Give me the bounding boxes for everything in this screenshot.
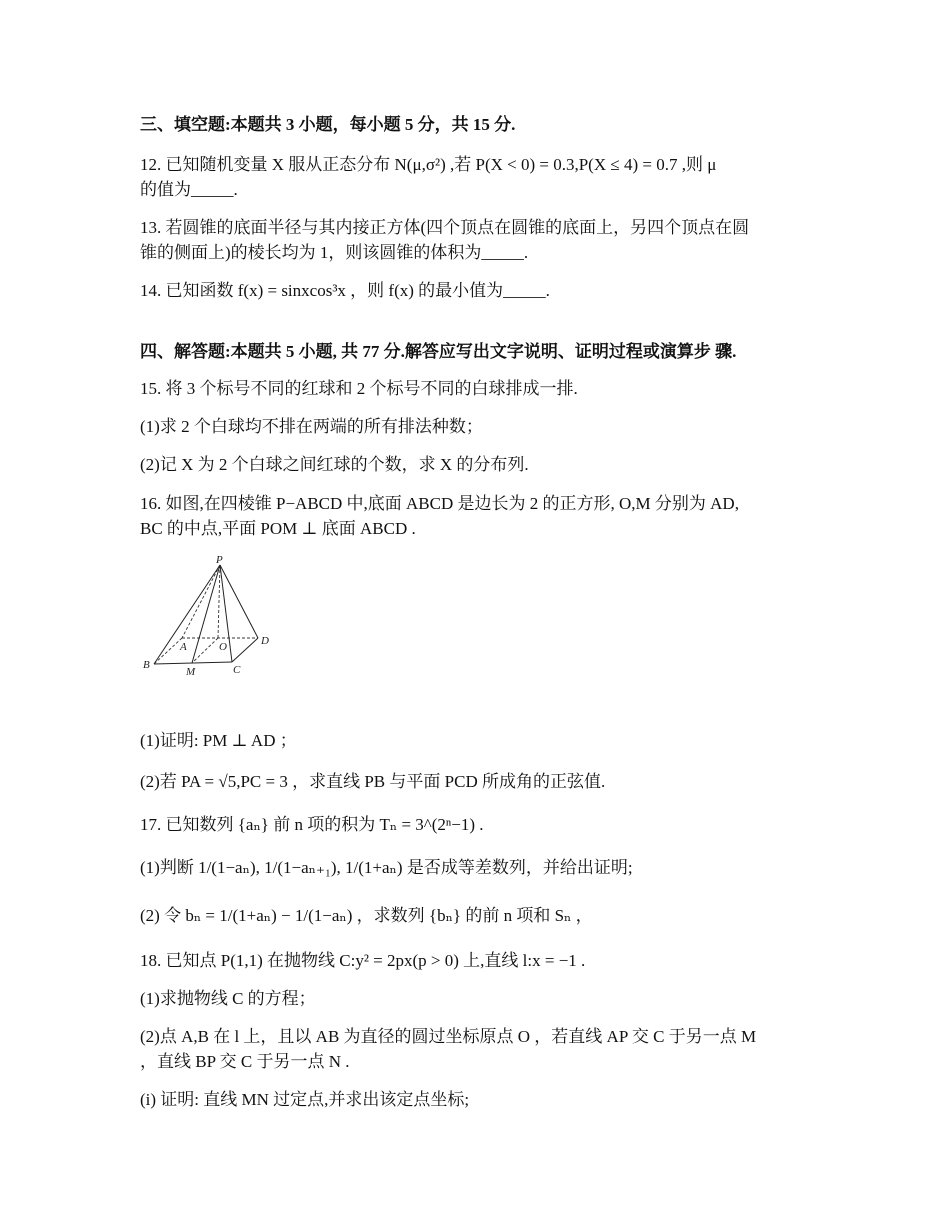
label-A: A: [180, 641, 187, 653]
q13-line1: 13. 若圆锥的底面半径与其内接正方体(四个顶点在圆锥的底面上，另四个顶点在圆: [140, 218, 750, 237]
edge-PD: [220, 565, 258, 638]
q18-part2-line2: ，直线 BP 交 C 于另一点 N .: [140, 1052, 350, 1071]
edge-PM: [192, 565, 220, 663]
edge-PA: [182, 565, 220, 638]
q17-part1: (1)判断 1/(1−aₙ), 1/(1−aₙ₊₁), 1/(1+aₙ) 是否成等差数列，并给出证明;: [140, 858, 633, 877]
edge-BC: [154, 662, 232, 664]
edge-CD: [232, 638, 258, 662]
q15-stem: 15. 将 3 个标号不同的红球和 2 个标号不同的白球排成一排.: [140, 379, 578, 398]
edge-PO: [218, 565, 220, 638]
edge-AB: [154, 638, 182, 664]
q16-part1: (1)证明: PM ⊥ AD ；: [140, 731, 297, 750]
q17-stem: 17. 已知数列 {aₙ} 前 n 项的积为 Tₙ = 3^(2ⁿ−1) .: [140, 815, 484, 834]
section-answer-header: 四、解答题:本题共 5 小题, 共 77 分.解答应写出文字说明、证明过程或演算步 骤.: [140, 342, 737, 361]
q14-line1: 14. 已知函数 f(x) = sinxcos³x ，则 f(x) 的最小值为_____.: [140, 281, 550, 300]
q15-part1: (1)求 2 个白球均不排在两端的所有排法种数；: [140, 417, 483, 436]
q16-line2: BC 的中点,平面 POM ⊥ 底面 ABCD .: [140, 519, 416, 538]
q18-part2-i: (i) 证明: 直线 MN 过定点,并求出该定点坐标;: [140, 1090, 470, 1109]
label-M: M: [186, 666, 196, 678]
q16-line1: 16. 如图,在四棱锥 P−ABCD 中,底面 ABCD 是边长为 2 的正方形, O,M 分别为 AD,: [140, 494, 739, 513]
q17-part2: (2) 令 bₙ = 1/(1+aₙ) − 1/(1−aₙ) ，求数列 {bₙ} 的前 n 项和 Sₙ ，: [140, 906, 593, 925]
label-D: D: [261, 635, 269, 647]
edge-PB: [154, 565, 220, 664]
pyramid-figure: [140, 552, 280, 685]
q18-part1: (1)求抛物线 C 的方程；: [140, 989, 316, 1008]
q16-part2: (2)若 PA = √5,PC = 3 ，求直线 PB 与平面 PCD 所成角的正弦值.: [140, 772, 606, 791]
label-C: C: [233, 664, 241, 676]
label-P: P: [216, 554, 223, 566]
label-B: B: [143, 659, 150, 671]
q15-part2: (2)记 X 为 2 个白球之间红球的个数，求 X 的分布列.: [140, 455, 529, 474]
q18-part2-line1: (2)点 A,B 在 l 上，且以 AB 为直径的圆过坐标原点 O ，若直线 AP 交 C 于另一点 M: [140, 1027, 757, 1046]
q12-line2: 的值为_____.: [140, 180, 238, 199]
label-O: O: [219, 641, 227, 653]
q13-line2: 锥的侧面上)的棱长均为 1，则该圆锥的体积为_____.: [140, 243, 529, 262]
q18-stem: 18. 已知点 P(1,1) 在抛物线 C:y² = 2px(p > 0) 上,直线 l:x = −1 .: [140, 951, 586, 970]
section-fill-blank-header: 三、填空题:本题共 3 小题，每小题 5 分，共 15 分.: [140, 115, 516, 134]
q12-line1: 12. 已知随机变量 X 服从正态分布 N(μ,σ²) ,若 P(X < 0) = 0.3,P(X ≤ 4) = 0.7 ,则 μ: [140, 155, 717, 174]
